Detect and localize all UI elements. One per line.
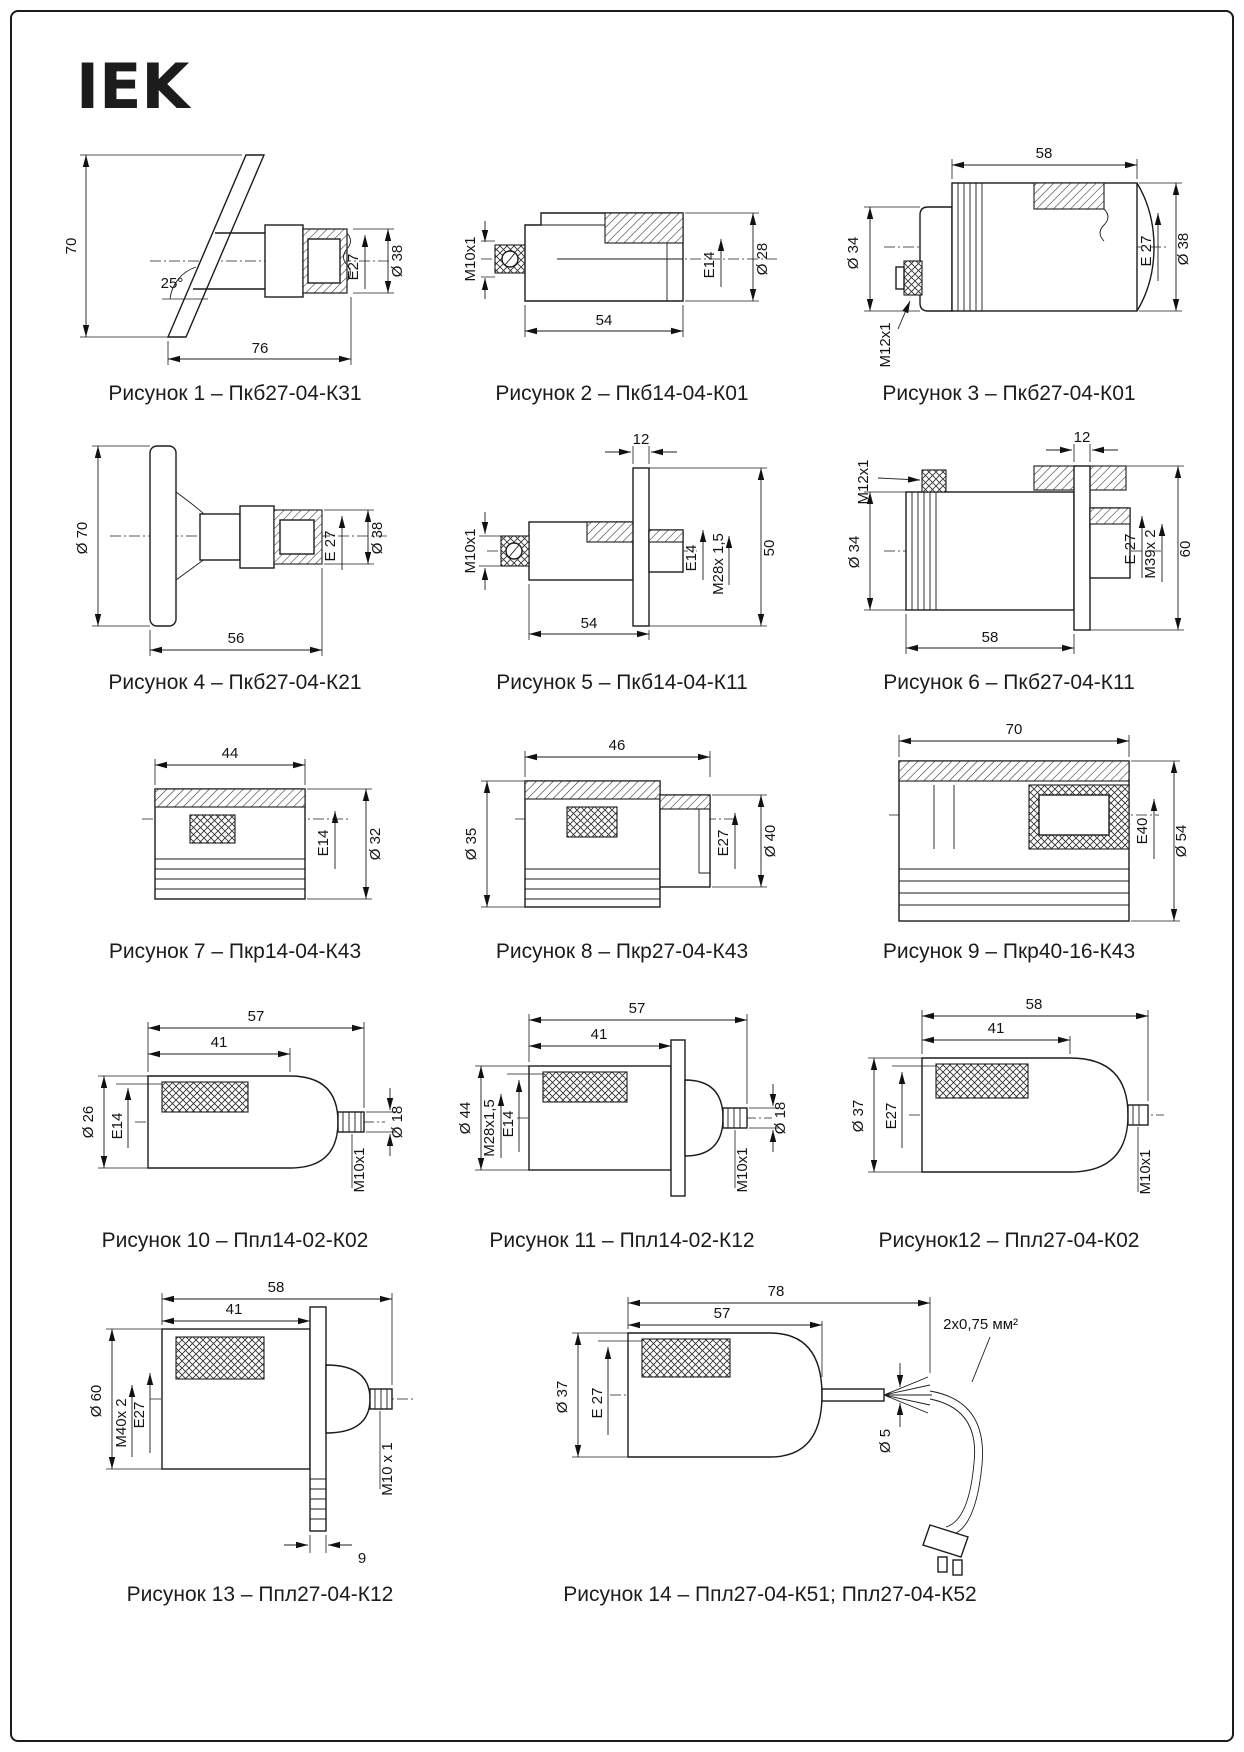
dim-label: Ø 40 <box>762 824 779 858</box>
figure-6 <box>824 430 1194 695</box>
dim-label: E27 <box>883 1102 900 1130</box>
dim-label: E14 <box>683 544 700 572</box>
dim-label: 41 <box>225 1301 243 1318</box>
dim-label: 56 <box>227 630 245 647</box>
figure-2-drawing <box>437 141 807 376</box>
dim-label: E 27 <box>1122 533 1139 565</box>
figure-1-drawing <box>50 141 420 376</box>
figure-13-caption: Рисунок 13 – Ппл27-04-К12 <box>126 1583 394 1606</box>
figures-row-1 <box>50 141 1194 406</box>
figure-4-caption: Рисунок 4 – Пкб27-04-К21 <box>108 671 362 694</box>
dim-label: 12 <box>1073 430 1091 446</box>
dim-label: E 27 <box>1138 235 1155 267</box>
dim-label: 25° <box>160 275 184 292</box>
dim-label: M10x1 <box>1137 1149 1154 1195</box>
dim-label: M10x1 <box>462 528 479 574</box>
figure-8 <box>437 719 807 964</box>
dim-label: Ø 38 <box>369 521 386 555</box>
dim-label: 58 <box>1035 145 1053 162</box>
dim-label: 76 <box>251 340 269 357</box>
figure-11-caption: Рисунок 11 – Ппл14-02-К12 <box>489 1229 755 1252</box>
dim-label: E 27 <box>589 1387 606 1419</box>
dim-label: 70 <box>63 237 80 255</box>
figure-9 <box>824 719 1194 964</box>
figure-7-drawing <box>50 719 420 934</box>
dim-label: 12 <box>632 431 650 448</box>
dim-label: E27 <box>345 253 362 281</box>
figure-14 <box>510 1277 1030 1607</box>
page-content <box>10 10 1234 1742</box>
dim-label: 54 <box>595 312 613 329</box>
dim-label: M10 x 1 <box>379 1442 396 1496</box>
dim-label: 78 <box>767 1283 785 1300</box>
dim-label: 50 <box>761 539 778 557</box>
figure-5 <box>437 430 807 695</box>
dim-label: 57 <box>628 1000 646 1017</box>
figure-12-drawing <box>824 988 1194 1223</box>
figure-14-caption: Рисунок 14 – Ппл27-04-К51; Ппл27-04-К52 <box>563 1583 977 1606</box>
dim-label: 57 <box>713 1305 731 1322</box>
figures-row-2 <box>50 430 1194 695</box>
dim-label: Ø 38 <box>389 244 406 278</box>
figure-4 <box>50 430 420 695</box>
figure-12-caption: Рисунок12 – Ппл27-04-К02 <box>878 1229 1140 1252</box>
figures-row-5 <box>70 1277 1194 1607</box>
dim-label: Ø 37 <box>554 1380 571 1414</box>
dim-label: Ø 38 <box>1175 232 1192 266</box>
figure-10 <box>50 988 420 1253</box>
dim-label: Ø 70 <box>74 521 91 555</box>
figure-1 <box>50 141 420 406</box>
dim-label: Ø 34 <box>846 535 863 569</box>
dim-label: 70 <box>1005 721 1023 738</box>
dim-label: Ø 32 <box>367 827 384 861</box>
figure-2 <box>437 141 807 406</box>
figure-12 <box>824 988 1194 1253</box>
dim-label: 2x0,75 мм² <box>943 1316 1018 1333</box>
dim-label: 57 <box>247 1008 265 1025</box>
dim-label: Ø 34 <box>845 236 862 270</box>
dim-label: E40 <box>1134 817 1151 845</box>
figure-11 <box>437 988 807 1253</box>
figure-14-drawing <box>510 1277 1030 1577</box>
dim-label: E14 <box>315 829 332 857</box>
dim-label: Ø 18 <box>772 1101 789 1135</box>
dim-label: M28x1,5 <box>481 1099 498 1157</box>
dim-label: E14 <box>109 1112 126 1140</box>
figure-3 <box>824 141 1194 406</box>
dim-label: E14 <box>500 1110 517 1138</box>
dim-label: 58 <box>981 629 999 646</box>
dim-label: Ø 60 <box>88 1384 105 1418</box>
dim-label: Ø 18 <box>389 1105 406 1139</box>
figure-11-drawing <box>437 988 807 1223</box>
figure-5-caption: Рисунок 5 – Пкб14-04-К11 <box>496 671 748 694</box>
dim-label: 58 <box>267 1279 285 1296</box>
dim-label: 60 <box>1177 540 1194 558</box>
dim-label: E27 <box>715 829 732 857</box>
dim-label: M10x1 <box>351 1147 368 1193</box>
figures-row-4 <box>50 988 1194 1253</box>
dim-label: 54 <box>580 615 598 632</box>
figure-7-caption: Рисунок 7 – Пкр14-04-К43 <box>108 940 362 963</box>
figures-row-3 <box>50 719 1194 964</box>
figure-9-drawing <box>824 719 1194 934</box>
dim-label: M12x1 <box>855 459 872 505</box>
dim-label: Ø 35 <box>463 827 480 861</box>
figure-13 <box>70 1277 450 1607</box>
dim-label: Ø 5 <box>877 1428 894 1454</box>
figure-8-caption: Рисунок 8 – Пкр27-04-К43 <box>495 940 749 963</box>
figure-5-drawing <box>437 430 807 665</box>
figure-3-drawing <box>824 141 1194 376</box>
figure-3-caption: Рисунок 3 – Пкб27-04-К01 <box>882 382 1136 405</box>
dim-label: 41 <box>987 1020 1005 1037</box>
figure-9-caption: Рисунок 9 – Пкр40-16-К43 <box>882 940 1136 963</box>
figure-2-caption: Рисунок 2 – Пкб14-04-К01 <box>495 382 749 405</box>
dim-label: 58 <box>1025 996 1043 1013</box>
dim-label: Ø 28 <box>754 242 771 276</box>
dim-label: 44 <box>221 745 239 762</box>
dim-label: Ø 26 <box>80 1105 97 1139</box>
figure-13-drawing <box>70 1277 450 1577</box>
dim-label: Ø 44 <box>457 1101 474 1135</box>
figure-10-drawing <box>50 988 420 1223</box>
dim-label: Ø 37 <box>850 1099 867 1133</box>
dim-label: E14 <box>701 251 718 279</box>
figure-6-drawing <box>824 430 1194 665</box>
dim-label: E27 <box>131 1401 148 1429</box>
dim-label: Ø 54 <box>1173 824 1190 858</box>
dim-label: 9 <box>357 1550 367 1567</box>
figure-6-caption: Рисунок 6 – Пкб27-04-К11 <box>883 671 1135 694</box>
dim-label: M12x1 <box>877 322 894 368</box>
dim-label: M39x 2 <box>1142 529 1159 579</box>
figure-10-caption: Рисунок 10 – Ппл14-02-К02 <box>101 1229 369 1252</box>
figure-7 <box>50 719 420 964</box>
figure-4-drawing <box>50 430 420 665</box>
figure-1-caption: Рисунок 1 – Пкб27-04-К31 <box>108 382 362 405</box>
dim-label: 41 <box>210 1034 228 1051</box>
dim-label: M10x1 <box>462 236 479 282</box>
dim-label: M28x 1,5 <box>710 533 727 595</box>
dim-label: E 27 <box>322 530 339 562</box>
figure-8-drawing <box>437 719 807 934</box>
dim-label: 41 <box>590 1026 608 1043</box>
iek-logo: IEK <box>76 50 190 123</box>
dim-label: M10x1 <box>734 1147 751 1193</box>
dim-label: 46 <box>608 737 626 754</box>
dim-label: M40x 2 <box>113 1398 130 1448</box>
